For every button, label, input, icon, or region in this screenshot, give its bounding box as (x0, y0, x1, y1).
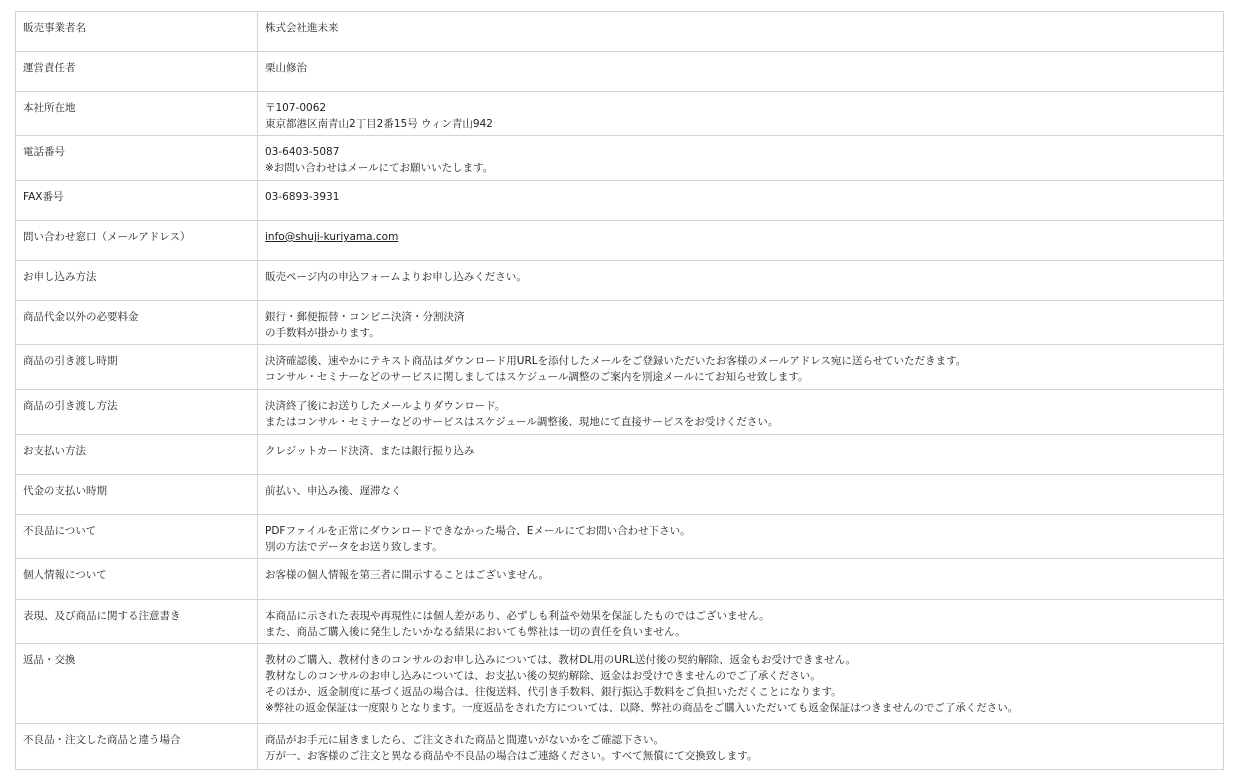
value-line: 万が一、お客様のご注文と異なる商品や不良品の場合はご連絡ください。すべて無償にて交換致します。 (265, 750, 758, 762)
row-value (258, 181, 1224, 221)
table-row (16, 221, 1224, 261)
row-label: 代金の支払い時期 (16, 475, 258, 515)
row-value (258, 390, 1224, 435)
value-line: 商品がお手元に届きましたら、ご注文された商品と間違いがないかをご確認下さい。 (265, 734, 664, 746)
table-row (16, 515, 1224, 559)
row-label: FAX番号 (16, 181, 258, 221)
value-line: ※弊社の返金保証は一度限りとなります。一度返品をされた方については、以降、弊社の商品をご購入いただいても返金保証はつきませんのでご了承ください。 (265, 702, 1019, 714)
row-label: 運営責任者 (16, 52, 258, 92)
row-value (258, 435, 1224, 475)
table-row (16, 559, 1224, 600)
value-line: コンサル・セミナーなどのサービスに関しましてはスケジュール調整のご案内を別途メールにてお知らせ致します。 (265, 371, 809, 383)
row-label: お支払い方法 (16, 435, 258, 475)
value-line: 銀行・郵便振替・コンビニ決済・分割決済 (265, 311, 465, 323)
row-value (258, 515, 1224, 559)
table-row (16, 390, 1224, 435)
row-label: お申し込み方法 (16, 261, 258, 301)
row-label: 商品代金以外の必要料金 (16, 301, 258, 345)
value-line: 東京都港区南青山2丁目2番15号 ウィン青山942 (265, 118, 493, 130)
value-line: 前払い、申込み後、遅滞なく (265, 485, 402, 497)
table-row (16, 644, 1224, 724)
value-line: また、商品ご購入後に発生したいかなる結果においても弊社は一切の責任を負いません。 (265, 626, 686, 638)
value-line: 本商品に示された表現や再現性には個人差があり、必ずしも利益や効果を保証したものではございません。 (265, 610, 770, 622)
table-row (16, 52, 1224, 92)
table-row (16, 475, 1224, 515)
row-value (258, 136, 1224, 181)
value-line: 株式会社進未来 (265, 22, 339, 34)
row-value (258, 301, 1224, 345)
value-line: クレジットカード決済、または銀行振り込み (265, 445, 475, 457)
value-line: の手数料が掛かります。 (265, 327, 380, 339)
row-label: 個人情報について (16, 559, 258, 600)
table-row (16, 261, 1224, 301)
value-line: そのほか、返金制度に基づく返品の場合は、往復送料、代引き手数料、銀行振込手数料をご負担いただくことになります。 (265, 686, 842, 698)
row-value (258, 12, 1224, 52)
value-line: 販売ページ内の申込フォームよりお申し込みください。 (265, 271, 527, 283)
value-line: PDFファイルを正常にダウンロードできなかった場合、Eメールにてお問い合わせ下さい。 (265, 525, 691, 537)
table-row (16, 600, 1224, 644)
table-row (16, 301, 1224, 345)
value-line: 決済確認後、速やかにテキスト商品はダウンロード用URLを添付したメールをご登録いただいたお客様のメールアドレス宛に送らせていただきます。 (265, 355, 967, 367)
value-line: ※お問い合わせはメールにてお願いいたします。 (265, 162, 494, 174)
legal-info-table (15, 11, 1224, 770)
value-line: 03-6893-3931 (265, 191, 340, 203)
value-line: 栗山修治 (265, 62, 307, 74)
email-link[interactable]: info@shuji-kuriyama.com (265, 231, 399, 243)
row-value (258, 559, 1224, 600)
value-line: 教材のご購入、教材付きのコンサルのお申し込みについては、教材DL用のURL送付後の契約解除、返金もお受けできません。 (265, 654, 857, 666)
row-label: 販売事業者名 (16, 12, 258, 52)
row-value (258, 475, 1224, 515)
table-row (16, 724, 1224, 770)
row-label: 問い合わせ窓口（メールアドレス） (16, 221, 258, 261)
table-row (16, 345, 1224, 390)
row-label: 不良品・注文した商品と違う場合 (16, 724, 258, 770)
row-label: 電話番号 (16, 136, 258, 181)
row-label: 本社所在地 (16, 92, 258, 136)
value-line: 別の方法でデータをお送り致します。 (265, 541, 443, 553)
row-label: 表現、及び商品に関する注意書き (16, 600, 258, 644)
row-value (258, 345, 1224, 390)
value-line: またはコンサル・セミナーなどのサービスはスケジュール調整後、現地にて直接サービスをお受けください。 (265, 416, 779, 428)
value-line: 〒107-0062 (265, 102, 327, 114)
table-row (16, 92, 1224, 136)
table-row (16, 136, 1224, 181)
value-line: 03-6403-5087 (265, 146, 340, 158)
row-value (258, 644, 1224, 724)
row-value (258, 724, 1224, 770)
row-label: 不良品について (16, 515, 258, 559)
row-label: 商品の引き渡し時期 (16, 345, 258, 390)
value-line: 教材なしのコンサルのお申し込みについては、お支払い後の契約解除、返金はお受けできませんのでご了承ください。 (265, 670, 821, 682)
row-value (258, 600, 1224, 644)
row-value (258, 52, 1224, 92)
row-label: 商品の引き渡し方法 (16, 390, 258, 435)
table-row (16, 12, 1224, 52)
value-line: お客様の個人情報を第三者に開示することはございません。 (265, 569, 550, 581)
row-label: 返品・交換 (16, 644, 258, 724)
row-value (258, 261, 1224, 301)
table-row (16, 435, 1224, 475)
row-value (258, 92, 1224, 136)
value-line: 決済終了後にお送りしたメールよりダウンロード。 (265, 400, 506, 412)
row-value (258, 221, 1224, 261)
table-row (16, 181, 1224, 221)
